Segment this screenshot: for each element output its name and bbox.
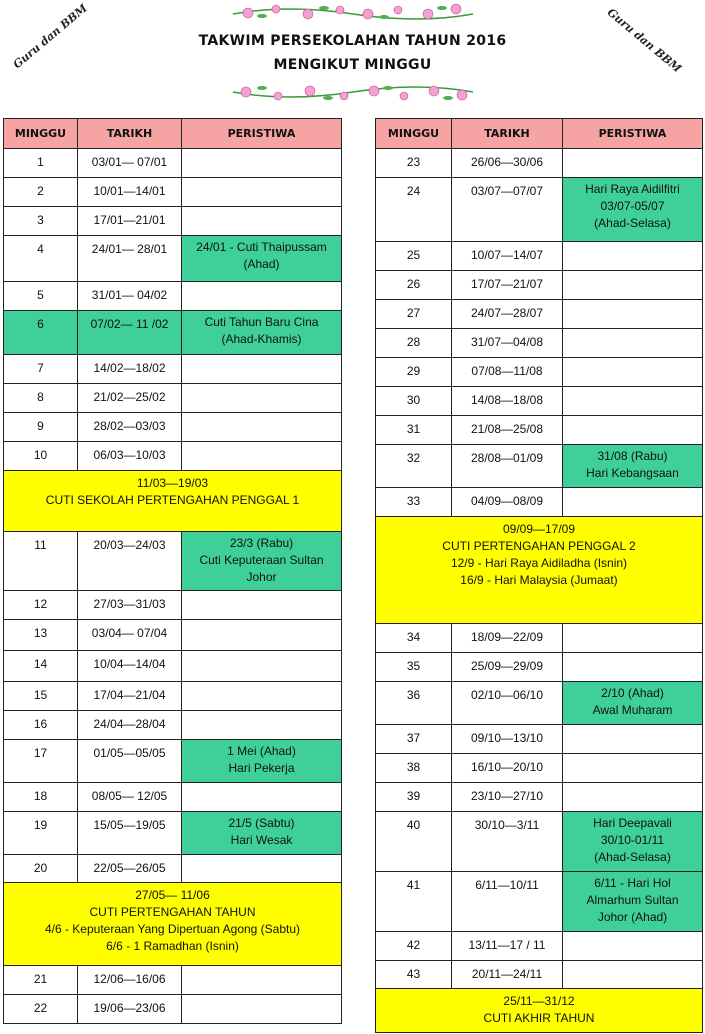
holiday-row	[4, 883, 342, 966]
event-text-line: (Ahad-Khamis)	[221, 332, 302, 346]
table-row	[376, 754, 703, 783]
date-range: 03/07—07/07	[452, 178, 563, 242]
week-number: 6	[4, 311, 78, 355]
week-number: 9	[4, 413, 78, 442]
table-row	[376, 682, 703, 725]
event-cell	[182, 413, 342, 442]
event-text-line: 03/07-05/07	[600, 199, 665, 213]
event-text-line: Awal Muharam	[592, 703, 673, 717]
week-number: 20	[4, 855, 78, 883]
date-range: 17/04—21/04	[78, 682, 182, 711]
event-cell	[182, 149, 342, 178]
table-row	[376, 445, 703, 488]
table-row	[4, 207, 342, 236]
event-cell	[563, 932, 703, 961]
event-cell	[182, 995, 342, 1024]
event-text-line: Johor (Ahad)	[597, 910, 668, 924]
event-text-line: Hari Kebangsaan	[586, 466, 679, 480]
event-text-line: 31/08 (Rabu)	[597, 449, 668, 463]
week-number: 29	[376, 358, 452, 387]
date-range: 27/03—31/03	[78, 591, 182, 620]
flower-decoration-top	[228, 2, 478, 24]
table-row	[376, 271, 703, 300]
event-cell	[182, 651, 342, 682]
table-row	[376, 783, 703, 812]
date-range: 12/06—16/06	[78, 966, 182, 995]
week-number: 33	[376, 488, 452, 517]
date-range: 24/01— 28/01	[78, 236, 182, 282]
event-cell	[563, 300, 703, 329]
week-number: 1	[4, 149, 78, 178]
event-cell	[182, 711, 342, 740]
week-number: 19	[4, 812, 78, 855]
table-row	[4, 812, 342, 855]
table-row	[376, 653, 703, 682]
table-row	[376, 329, 703, 358]
table-row	[4, 740, 342, 783]
event-cell	[182, 812, 342, 855]
table-row	[376, 488, 703, 517]
table-row	[376, 872, 703, 932]
event-cell	[563, 725, 703, 754]
schedule-table-right	[375, 118, 703, 1033]
event-cell	[182, 178, 342, 207]
table-row	[4, 149, 342, 178]
week-number: 18	[4, 783, 78, 812]
table-row	[376, 358, 703, 387]
col-header-minggu: MINGGU	[4, 119, 78, 149]
event-cell	[182, 311, 342, 355]
date-range: 25/09—29/09	[452, 653, 563, 682]
week-number: 26	[376, 271, 452, 300]
date-range: 07/08—11/08	[452, 358, 563, 387]
event-text-line: Hari Raya Aidilfitri	[585, 182, 680, 196]
event-cell	[563, 872, 703, 932]
table-row	[4, 355, 342, 384]
week-number: 5	[4, 282, 78, 311]
date-range: 09/10—13/10	[452, 725, 563, 754]
date-range: 10/01—14/01	[78, 178, 182, 207]
event-cell	[182, 532, 342, 591]
event-text-line: Hari Pekerja	[228, 761, 295, 775]
event-cell	[182, 207, 342, 236]
col-header-peristiwa: PERISTIWA	[182, 119, 342, 149]
table-row	[376, 725, 703, 754]
week-number: 31	[376, 416, 452, 445]
event-cell	[563, 387, 703, 416]
holiday-text-line: 11/03—19/03	[136, 476, 209, 490]
table-row	[4, 966, 342, 995]
week-number: 11	[4, 532, 78, 591]
event-cell	[182, 740, 342, 783]
event-cell	[563, 961, 703, 989]
event-text-line: Cuti Keputeraan Sultan	[199, 553, 324, 567]
table-row	[376, 242, 703, 271]
event-cell	[563, 271, 703, 300]
event-cell	[563, 445, 703, 488]
holiday-text-line: 12/9 - Hari Raya Aidiladha (Isnin)	[450, 556, 628, 570]
week-number: 32	[376, 445, 452, 488]
table-row	[4, 413, 342, 442]
table-row	[4, 682, 342, 711]
week-number: 40	[376, 812, 452, 872]
table-row	[4, 311, 342, 355]
date-range: 22/05—26/05	[78, 855, 182, 883]
table-row	[4, 532, 342, 591]
event-cell	[563, 624, 703, 653]
event-text-line: (Ahad-Selasa)	[594, 216, 671, 230]
holiday-row	[376, 517, 703, 624]
week-number: 8	[4, 384, 78, 413]
date-range: 14/02—18/02	[78, 355, 182, 384]
holiday-row	[4, 471, 342, 532]
table-row	[4, 591, 342, 620]
holiday-text-line: 27/05— 11/06	[135, 888, 210, 902]
week-number: 38	[376, 754, 452, 783]
table-row	[4, 711, 342, 740]
event-cell	[563, 783, 703, 812]
event-text-line: Hari Deepavali	[593, 816, 672, 830]
week-number: 4	[4, 236, 78, 282]
holiday-text-line: CUTI AKHIR TAHUN	[483, 1011, 595, 1025]
holiday-cell	[4, 883, 342, 966]
date-range: 30/10—3/11	[452, 812, 563, 872]
date-range: 07/02— 11 /02	[78, 311, 182, 355]
event-cell	[563, 754, 703, 783]
table-row	[376, 149, 703, 178]
col-header-tarikh: TARIKH	[78, 119, 182, 149]
week-number: 41	[376, 872, 452, 932]
week-number: 23	[376, 149, 452, 178]
date-range: 21/08—25/08	[452, 416, 563, 445]
date-range: 24/04—28/04	[78, 711, 182, 740]
date-range: 14/08—18/08	[452, 387, 563, 416]
page-subtitle: MENGIKUT MINGGU	[273, 57, 432, 73]
date-range: 20/03—24/03	[78, 532, 182, 591]
col-header-peristiwa: PERISTIWA	[563, 119, 703, 149]
event-text-line: Johor	[246, 570, 277, 584]
week-number: 14	[4, 651, 78, 682]
event-cell	[563, 653, 703, 682]
event-text-line: Cuti Tahun Baru Cina	[204, 315, 319, 329]
date-range: 20/11—24/11	[452, 961, 563, 989]
table-row	[4, 855, 342, 883]
week-number: 12	[4, 591, 78, 620]
event-text-line: 30/10-01/11	[600, 833, 665, 847]
event-cell	[182, 384, 342, 413]
date-range: 6/11—10/11	[452, 872, 563, 932]
event-cell	[182, 682, 342, 711]
event-text-line: 24/01 - Cuti Thaipussam	[196, 240, 327, 254]
event-cell	[563, 329, 703, 358]
watermark-right: Guru dan BBM	[604, 5, 684, 76]
event-cell	[182, 282, 342, 311]
table-row	[376, 624, 703, 653]
date-range: 21/02—25/02	[78, 384, 182, 413]
table-row	[376, 416, 703, 445]
table-row	[4, 783, 342, 812]
week-number: 27	[376, 300, 452, 329]
table-row	[4, 651, 342, 682]
week-number: 35	[376, 653, 452, 682]
col-header-tarikh: TARIKH	[452, 119, 563, 149]
date-range: 15/05—19/05	[78, 812, 182, 855]
holiday-text-line: 25/11—31/12	[503, 994, 575, 1008]
table-row	[4, 178, 342, 207]
event-text-line: Hari Wesak	[230, 833, 293, 847]
date-range: 17/01—21/01	[78, 207, 182, 236]
week-number: 22	[4, 995, 78, 1024]
date-range: 17/07—21/07	[452, 271, 563, 300]
event-cell	[182, 442, 342, 471]
date-range: 06/03—10/03	[78, 442, 182, 471]
event-cell	[563, 358, 703, 387]
event-cell	[563, 178, 703, 242]
event-text-line: 2/10 (Ahad)	[601, 686, 664, 700]
col-header-minggu: MINGGU	[376, 119, 452, 149]
week-number: 25	[376, 242, 452, 271]
week-number: 28	[376, 329, 452, 358]
table-row	[376, 961, 703, 989]
holiday-cell	[376, 517, 703, 624]
week-number: 17	[4, 740, 78, 783]
event-text-line: (Ahad-Selasa)	[594, 850, 671, 864]
table-row	[4, 282, 342, 311]
table-row	[376, 387, 703, 416]
event-text-line: (Ahad)	[243, 257, 280, 271]
date-range: 04/09—08/09	[452, 488, 563, 517]
date-range: 10/04—14/04	[78, 651, 182, 682]
event-cell	[182, 966, 342, 995]
table-row	[4, 995, 342, 1024]
week-number: 10	[4, 442, 78, 471]
date-range: 19/06—23/06	[78, 995, 182, 1024]
date-range: 28/08—01/09	[452, 445, 563, 488]
date-range: 16/10—20/10	[452, 754, 563, 783]
week-number: 7	[4, 355, 78, 384]
holiday-text-line: CUTI PERTENGAHAN PENGGAL 2	[442, 539, 636, 553]
holiday-row	[376, 989, 703, 1033]
week-number: 24	[376, 178, 452, 242]
week-number: 2	[4, 178, 78, 207]
date-range: 02/10—06/10	[452, 682, 563, 725]
date-range: 23/10—27/10	[452, 783, 563, 812]
holiday-cell	[4, 471, 342, 532]
table-row	[376, 932, 703, 961]
schedule-table-left	[3, 118, 342, 1024]
date-range: 24/07—28/07	[452, 300, 563, 329]
event-text-line: 23/3 (Rabu)	[229, 536, 294, 550]
holiday-cell	[376, 989, 703, 1033]
event-cell	[563, 812, 703, 872]
week-number: 42	[376, 932, 452, 961]
holiday-text-line: CUTI PERTENGAHAN TAHUN	[89, 905, 256, 919]
holiday-text-line: 4/6 - Keputeraan Yang Dipertuan Agong (Sabtu)	[44, 922, 301, 936]
event-cell	[182, 236, 342, 282]
week-number: 13	[4, 620, 78, 651]
table-row	[4, 384, 342, 413]
week-number: 34	[376, 624, 452, 653]
week-number: 36	[376, 682, 452, 725]
date-range: 08/05— 12/05	[78, 783, 182, 812]
week-number: 3	[4, 207, 78, 236]
event-cell	[182, 591, 342, 620]
event-cell	[563, 242, 703, 271]
event-cell	[563, 416, 703, 445]
date-range: 31/07—04/08	[452, 329, 563, 358]
week-number: 21	[4, 966, 78, 995]
event-text-line: 1 Mei (Ahad)	[227, 744, 296, 758]
table-row	[4, 442, 342, 471]
watermark-left: Guru dan BBM	[10, 1, 90, 72]
table-row	[376, 300, 703, 329]
holiday-text-line: CUTI SEKOLAH PERTENGAHAN PENGGAL 1	[45, 493, 300, 507]
event-cell	[563, 488, 703, 517]
date-range: 03/01— 07/01	[78, 149, 182, 178]
holiday-text-line: 09/09—17/09	[502, 522, 576, 536]
table-row	[4, 236, 342, 282]
table-row	[376, 178, 703, 242]
date-range: 10/07—14/07	[452, 242, 563, 271]
event-text-line: 6/11 - Hari Hol	[594, 876, 671, 890]
event-text-line: Almarhum Sultan	[586, 893, 679, 907]
week-number: 39	[376, 783, 452, 812]
event-cell	[182, 620, 342, 651]
event-cell	[182, 355, 342, 384]
date-range: 26/06—30/06	[452, 149, 563, 178]
week-number: 16	[4, 711, 78, 740]
event-cell	[182, 855, 342, 883]
week-number: 30	[376, 387, 452, 416]
date-range: 31/01— 04/02	[78, 282, 182, 311]
flower-decoration-bottom	[228, 80, 478, 104]
date-range: 18/09—22/09	[452, 624, 563, 653]
week-number: 43	[376, 961, 452, 989]
table-row	[376, 812, 703, 872]
event-cell	[182, 783, 342, 812]
date-range: 03/04— 07/04	[78, 620, 182, 651]
event-text-line: 21/5 (Sabtu)	[228, 816, 295, 830]
week-number: 37	[376, 725, 452, 754]
page-title: TAKWIM PERSEKOLAHAN TAHUN 2016	[198, 33, 507, 49]
date-range: 01/05—05/05	[78, 740, 182, 783]
date-range: 28/02—03/03	[78, 413, 182, 442]
week-number: 15	[4, 682, 78, 711]
holiday-text-line: 6/6 - 1 Ramadhan (Isnin)	[106, 939, 239, 953]
event-cell	[563, 682, 703, 725]
event-cell	[563, 149, 703, 178]
holiday-text-line: 16/9 - Hari Malaysia (Jumaat)	[460, 573, 618, 587]
date-range: 13/11—17 / 11	[452, 932, 563, 961]
table-row	[4, 620, 342, 651]
